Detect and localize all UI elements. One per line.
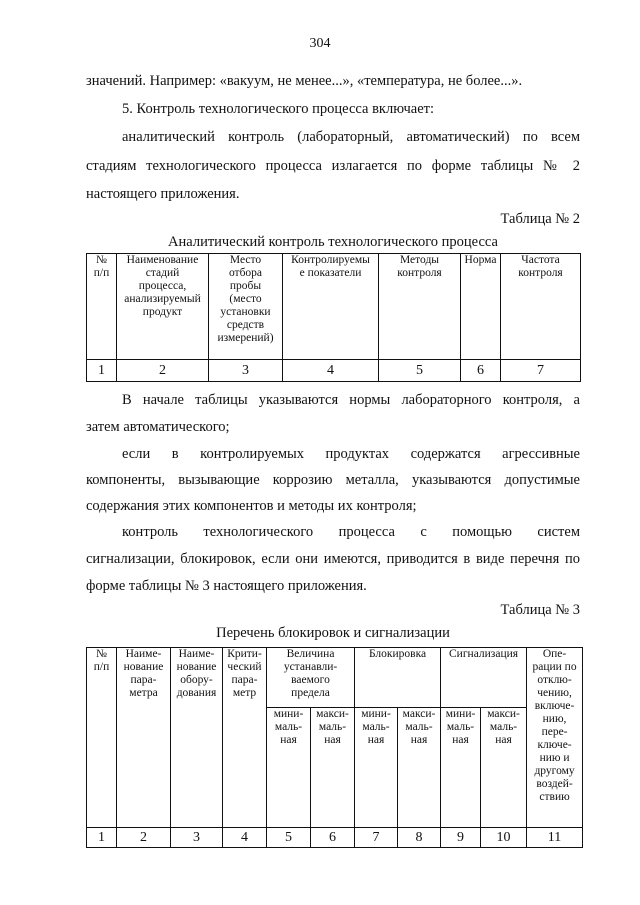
table-header-row [87,254,581,360]
header-cell-num: № п/п [87,648,117,828]
text-line: если в контролируемых продуктах содержатся агрессивные [122,446,580,462]
table-title: Аналитический контроль технологического процесса [168,234,498,250]
number-cell: 6 [311,828,355,848]
subheader-min: мини- маль- ная [355,708,398,828]
number-cell: 1 [87,828,117,848]
header-cell-equipment: Наиме- нование обору- дования [171,648,223,828]
number-cell: 1 [87,360,117,382]
number-cell: 7 [501,360,581,382]
table-title: Перечень блокировок и сигнализации [216,625,450,641]
text-line: стадиям технологического процесса излагается по форме таблицы № 2 [86,158,580,174]
analytic-control-table [86,253,581,382]
table-label: Таблица № 3 [500,602,580,618]
number-cell: 7 [355,828,398,848]
text-line: настоящего приложения. [86,186,240,202]
header-cell-num: № п/п [87,254,117,360]
header-cell-operations: Опе- рации по отклю- чению, включе- нию, пере- ключе- нию и другому воздей- ствию [527,648,583,828]
text-line: компоненты, вызывающие коррозию металла, указываются допустимые [86,472,580,488]
number-cell: 3 [209,360,283,382]
table-header-row [87,648,583,708]
number-cell: 3 [171,828,223,848]
table-number-row [87,828,583,848]
table-number-row [87,360,581,382]
number-cell: 4 [223,828,267,848]
number-cell: 10 [481,828,527,848]
number-cell: 8 [398,828,441,848]
subheader-max: макси- маль- ная [398,708,441,828]
text-line: значений. Например: «вакуум, не менее...», «температура, не более...». [86,73,523,89]
text-line: содержания этих компонентов и методы их контроля; [86,498,417,514]
header-cell-norm: Норма [461,254,501,360]
header-cell-blocking: Блокировка [355,648,441,708]
subheader-max: макси- маль- ная [311,708,355,828]
header-cell-methods: Методы контроля [379,254,461,360]
number-cell: 2 [117,360,209,382]
table-label: Таблица № 2 [500,211,580,227]
header-cell-critical: Крити- ческий пара- метр [223,648,267,828]
text-line: аналитический контроль (лабораторный, автоматический) по всем [122,129,580,145]
header-cell-limit-value: Величина устанавли- ваемого предела [267,648,355,708]
text-line: сигнализации, блокировок, если они имеются, приводится в виде перечня по [86,551,580,567]
number-cell: 5 [267,828,311,848]
interlocks-signals-table [86,647,583,848]
number-cell: 9 [441,828,481,848]
number-cell: 4 [283,360,379,382]
header-cell-frequency: Частота контроля [501,254,581,360]
header-cell-indicators: Контролируемы е показатели [283,254,379,360]
header-cell-signaling: Сигнализация [441,648,527,708]
text-line: В начале таблицы указываются нормы лабораторного контроля, а [122,392,580,408]
header-cell-stage: Наименование стадий процесса, анализируемый продукт [117,254,209,360]
number-cell: 6 [461,360,501,382]
subheader-min: мини- маль- ная [441,708,481,828]
text-line: контроль технологического процесса с помощью систем [122,524,580,540]
number-cell: 5 [379,360,461,382]
header-cell-sampling: Место отбора пробы (место установки средств измерений) [209,254,283,360]
text-line: затем автоматического; [86,419,230,435]
number-cell: 11 [527,828,583,848]
subheader-max: макси- маль- ная [481,708,527,828]
text-line: форме таблицы № 3 настоящего приложения. [86,578,367,594]
text-line: 5. Контроль технологического процесса включает: [122,101,435,117]
page-number: 304 [309,36,331,51]
header-cell-parameter: Наиме- нование пара- метра [117,648,171,828]
number-cell: 2 [117,828,171,848]
subheader-min: мини- маль- ная [267,708,311,828]
